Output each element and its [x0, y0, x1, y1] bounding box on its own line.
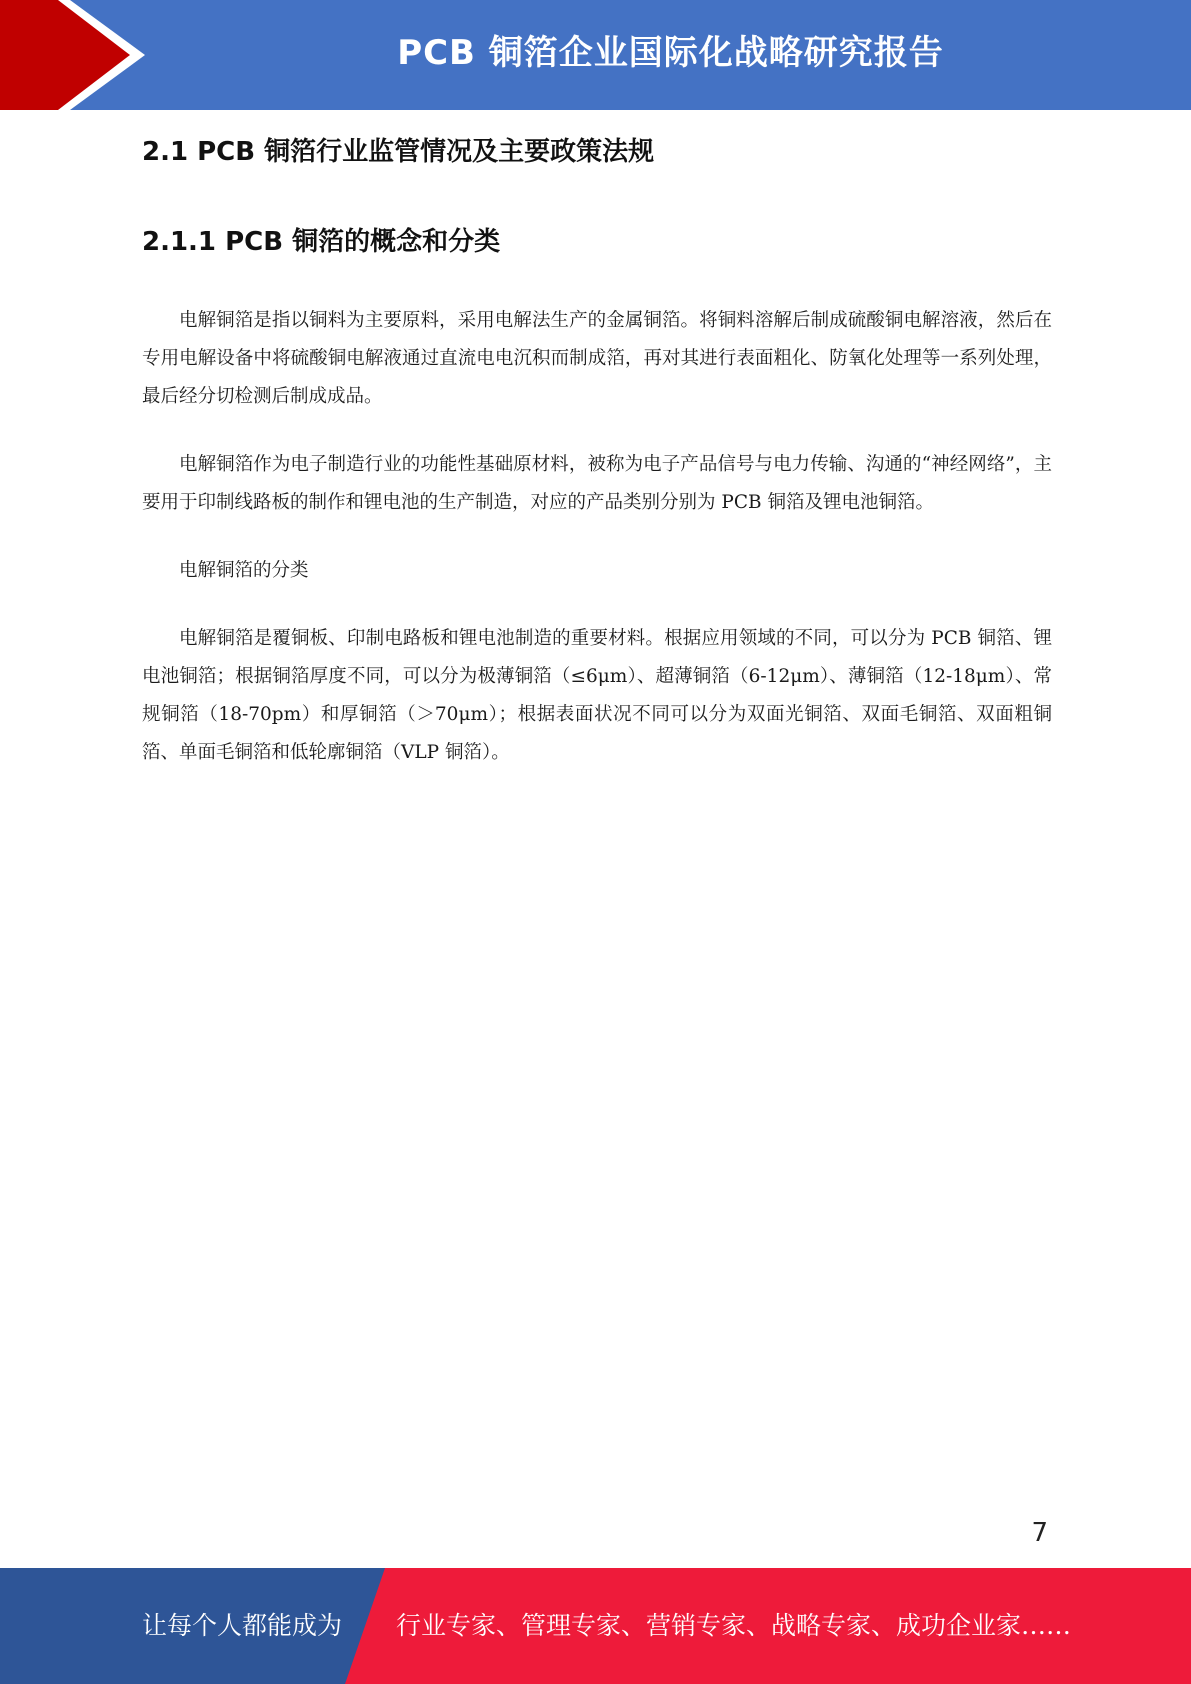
footer-banner — [0, 1568, 1191, 1684]
page-content — [142, 118, 1052, 772]
page-number: 7 — [1031, 1518, 1048, 1548]
paragraph-definition: 电解铜箔是指以铜料为主要原料，采用电解法生产的金属铜箔。将铜料溶解后制成硫酸铜电解溶液，然后在专用电解设备中将硫酸铜电解液通过直流电电沉积而制成箔，再对其进行表面粗化、防氧化处理等一系列处理，最后经分切检测后制成成品。 — [142, 310, 1052, 407]
footer-slogan-right: 行业专家、管理专家、营销专家、战略专家、成功企业家…… — [396, 1611, 1072, 1640]
paragraph-function: 电解铜箔作为电子制造行业的功能性基础原材料，被称为电子产品信号与电力传输、沟通的“神经网络”，主要用于印制线路板的制作和锂电池的生产制造，对应的产品类别分别为 PCB 铜箔及锂电池铜箔。 — [142, 454, 1052, 513]
footer-slogan-left: 让每个人都能成为 — [142, 1611, 343, 1640]
header-chevron-decoration — [0, 0, 160, 110]
section-heading: 2.1 PCB 铜箔行业监管情况及主要政策法规 — [142, 137, 655, 167]
paragraph-classification: 电解铜箔是覆铜板、印制电路板和锂电池制造的重要材料。根据应用领域的不同，可以分为 PCB 铜箔、锂电池铜箔；根据铜箔厚度不同，可以分为极薄铜箔（≤6μm）、超薄铜箔（6-12μm）、薄铜箔（12-18μm）、常规铜箔（18-70pm）和厚铜箔（＞70μm）；根据表面状况不同可以分为双面光铜箔、双面毛铜箔、双面粗铜箔、单面毛铜箔和低轮廓铜箔（VLP 铜箔）。 — [142, 628, 1052, 763]
red-chevron — [0, 0, 130, 110]
subsection-heading: 2.1.1 PCB 铜箔的概念和分类 — [142, 227, 501, 257]
paragraph-classification-label: 电解铜箔的分类 — [179, 560, 309, 581]
report-title: PCB 铜箔企业国际化战略研究报告 — [397, 33, 944, 73]
header-banner — [0, 0, 1191, 110]
